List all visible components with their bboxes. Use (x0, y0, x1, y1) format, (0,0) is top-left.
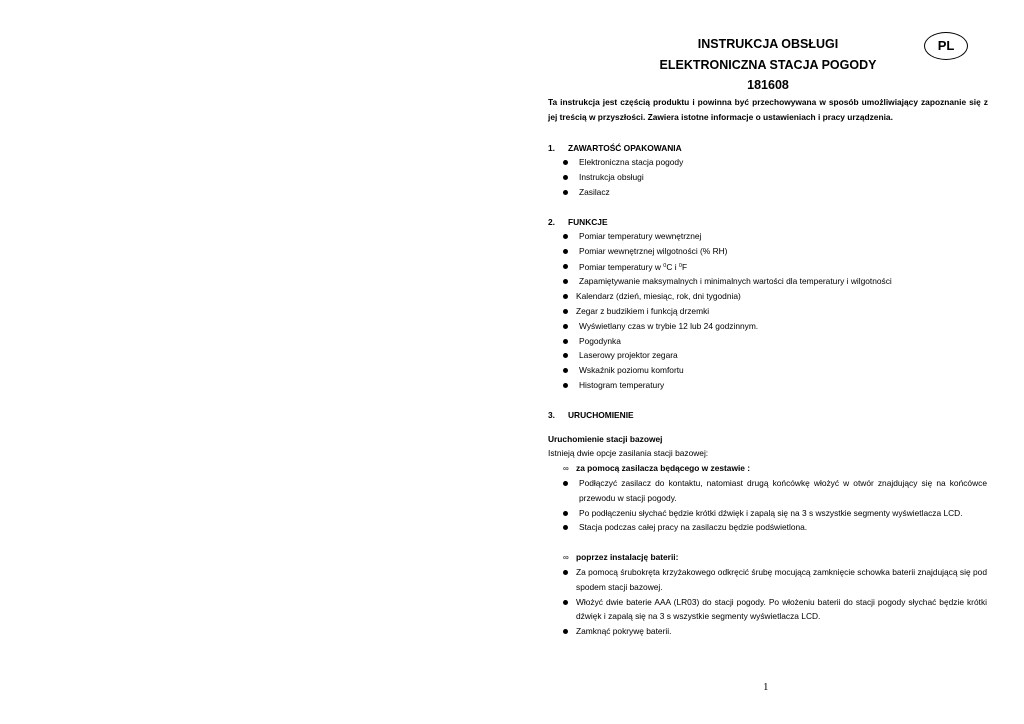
subsection-title: Uruchomienie stacji bazowej (548, 434, 663, 444)
infinity-icon: ∞ (563, 464, 569, 473)
option-adapter-heading: ∞ za pomocą zasilacza będącego w zestawie : (563, 461, 750, 476)
list-item: Kalendarz (dzień, miesiąc, rok, dni tygodnia) (563, 289, 987, 304)
list-item: Podłączyć zasilacz do kontaktu, natomiast drugą końcówkę włożyć w otwór znajdujący się na końcówce przewodu w stacji pogody. (563, 476, 987, 506)
package-contents-list (563, 155, 983, 199)
section-number: 3. (548, 410, 555, 420)
title-block (548, 34, 988, 96)
infinity-icon: ∞ (563, 553, 569, 562)
manual-title: INSTRUKCJA OBSŁUGI (697, 37, 839, 51)
intro-paragraph: Ta instrukcja jest częścią produktu i powinna być przechowywana w sposób umożliwiający zapoznanie się z jej treścią w przyszłości. Zawiera istotne informacje o ustawieniach i pracy urządzenia. (548, 97, 988, 122)
product-code: 181608 (747, 78, 789, 92)
section-title: URUCHOMIENIE (568, 410, 634, 420)
section-number: 2. (548, 217, 555, 227)
section-2-heading (548, 215, 608, 229)
list-item: Włożyć dwie baterie AAA (LR03) do stacji pogody. Po włożeniu baterii do stacji pogody słychać będzie krótki dźwięk i zapalą się na 3 s wszystkie segmenty wyświetlacza LCD. (563, 595, 987, 625)
battery-steps-list (563, 565, 987, 639)
list-item: Instrukcja obsługi (563, 170, 983, 185)
page-number: 1 (763, 681, 769, 693)
list-item: Zamknąć pokrywę baterii. (563, 624, 987, 639)
list-item: Elektroniczna stacja pogody (563, 155, 983, 170)
list-item: Pomiar wewnętrznej wilgotności (% RH) (563, 244, 987, 259)
list-item: Pomiar temperatury w $^0$C i $^0$F (563, 259, 987, 275)
list-item: Wyświetlany czas w trybie 12 lub 24 godzinnym. (563, 319, 987, 334)
option-battery-heading: ∞ poprzez instalację baterii: (563, 550, 678, 565)
section-title: ZAWARTOŚĆ OPAKOWANIA (568, 143, 682, 153)
list-item: Pomiar temperatury wewnętrznej (563, 229, 987, 244)
section-title: FUNKCJE (568, 217, 608, 227)
list-item: Za pomocą śrubokręta krzyżakowego odkręcić śrubę mocującą zamknięcie schowka baterii znajdującą się pod spodem stacji bazowej. (563, 565, 987, 595)
list-item: Stacja podczas całej pracy na zasilaczu będzie podświetlona. (563, 520, 987, 535)
functions-list (563, 229, 987, 393)
list-item: Zegar z budzikiem i funkcją drzemki (563, 304, 987, 319)
section-3-heading (548, 408, 634, 422)
list-item: Wskaźnik poziomu komfortu (563, 363, 987, 378)
power-options-lead: Istnieją dwie opcje zasilania stacji bazowej: (548, 448, 709, 458)
list-item: Histogram temperatury (563, 378, 987, 393)
product-title: ELEKTRONICZNA STACJA POGODY (659, 57, 877, 72)
section-1-heading (548, 141, 682, 155)
list-item: Zapamiętywanie maksymalnych i minimalnych wartości dla temperatury i wilgotności (563, 274, 987, 289)
section-number: 1. (548, 143, 555, 153)
adapter-steps-list (563, 476, 987, 535)
language-badge: PL (924, 32, 968, 60)
list-item: Zasilacz (563, 185, 983, 200)
list-item: Laserowy projektor zegara (563, 348, 987, 363)
list-item: Po podłączeniu słychać będzie krótki dźwięk i zapalą się na 3 s wszystkie segmenty wyświetlacza LCD. (563, 506, 987, 521)
list-item: Pogodynka (563, 334, 987, 349)
